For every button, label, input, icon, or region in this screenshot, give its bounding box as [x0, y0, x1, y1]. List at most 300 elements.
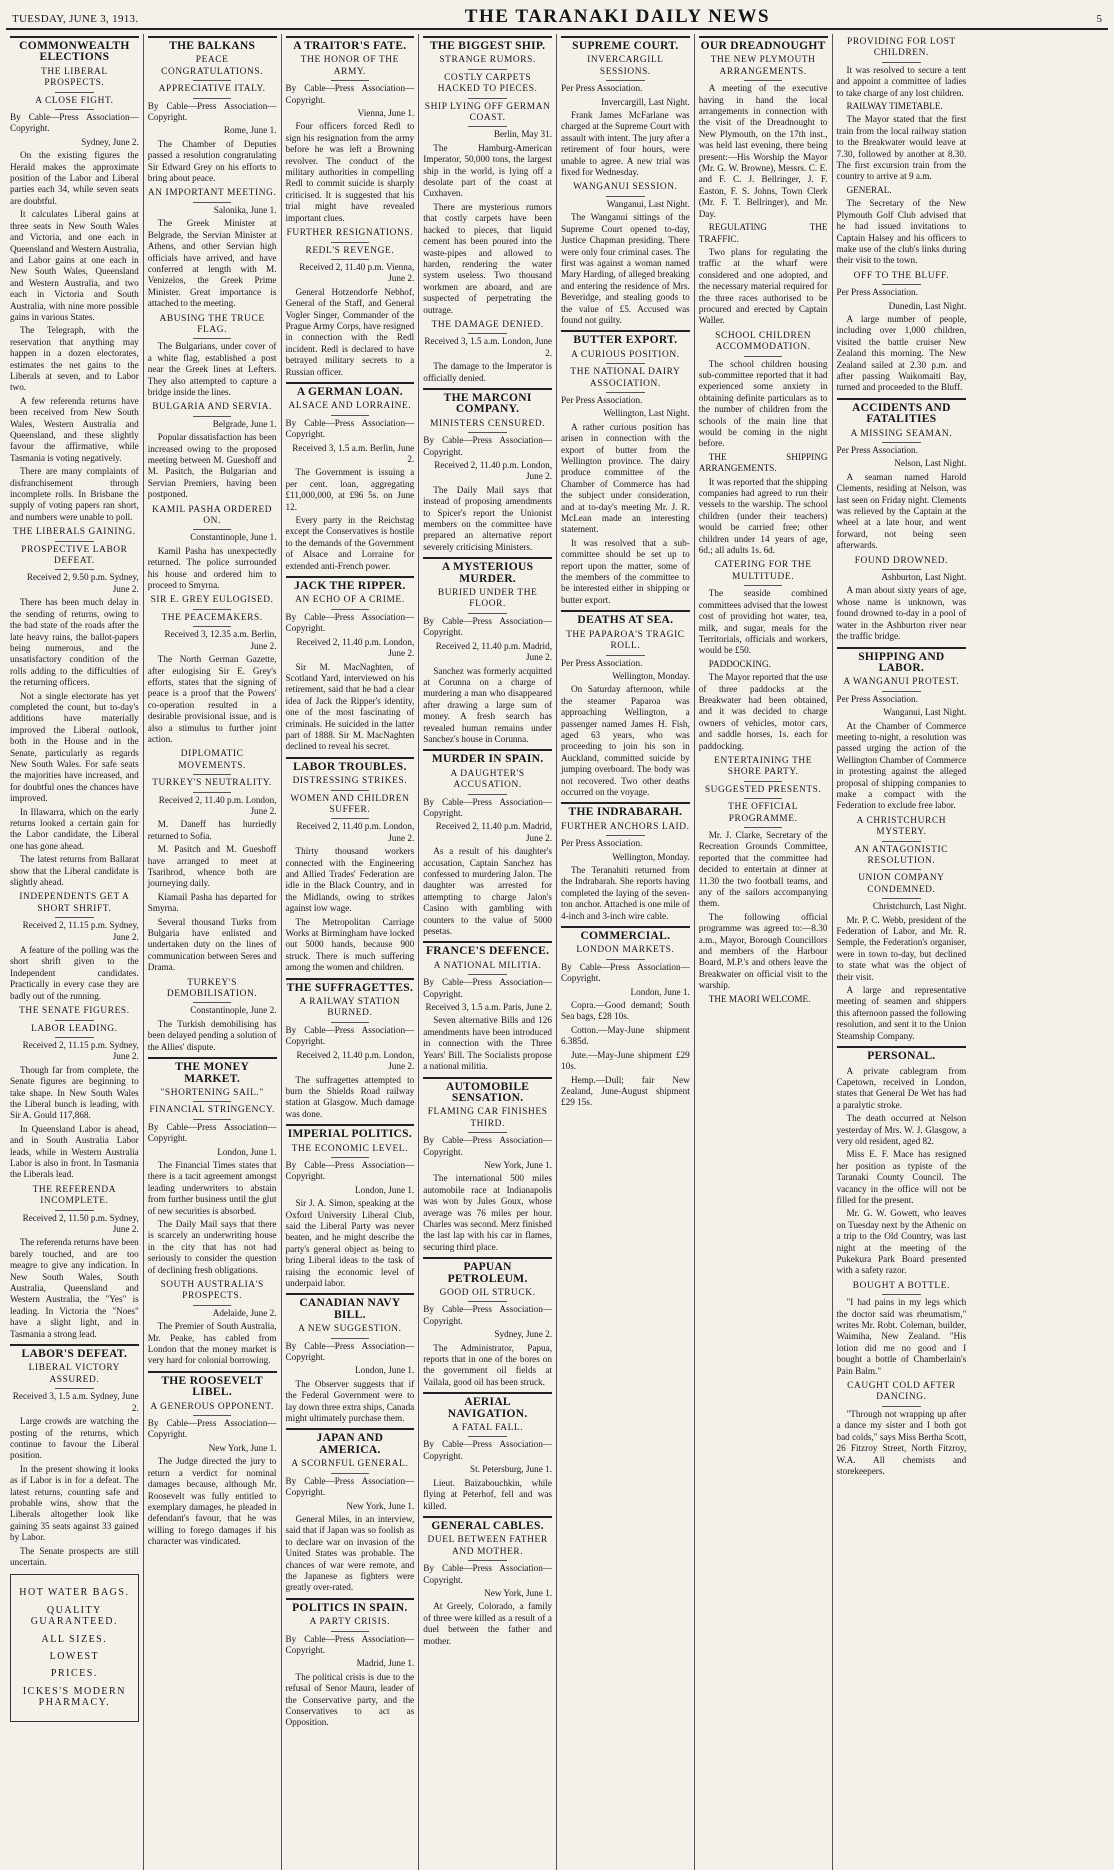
article-subhead: THE DAMAGE DENIED. [423, 320, 552, 334]
article-headline: JACK THE RIPPER. [286, 576, 415, 592]
article-paragraph: THE MAORI WELCOME. [708, 993, 811, 1004]
article-headline: COMMONWEALTH ELECTIONS [10, 36, 139, 64]
article-dateline: Nelson, Last Night. [894, 458, 967, 469]
masthead [6, 6, 1108, 30]
article-dateline: Adelaide, June 2. [212, 1307, 277, 1318]
article-subhead: SIR E. GREY EULOGISED. [148, 595, 277, 609]
article-subhead: GOOD OIL STRUCK. [423, 1288, 552, 1302]
article [148, 595, 277, 745]
article-subhead: SCHOOL CHILDREN ACCOMMODATION. [699, 331, 828, 357]
article [148, 749, 277, 973]
article-dateline: London, June 1. [355, 1184, 415, 1195]
article-dateline: Received 3, 1.5 a.m. London, June 2. [424, 336, 552, 358]
article-subhead: FLAMING CAR FINISHES THIRD. [423, 1107, 552, 1133]
article-subhead: THE PEACEMAKERS. [148, 613, 277, 627]
article-paragraph: Several thousand Turks from Bulgaria have enlisted and undertaken duty on the lines of communication between Seres and Drama. [147, 916, 277, 973]
article [148, 314, 277, 399]
article-subhead: THE SENATE FIGURES. [10, 1006, 139, 1020]
article-dateline: Received 2, 11.15 p.m. Sydney, June 2. [22, 1039, 139, 1062]
article-dateline: New York, June 1. [484, 1587, 552, 1598]
article [561, 36, 690, 178]
article-subhead: A NATIONAL MILITIA. [423, 961, 552, 975]
article-subhead: PROSPECTIVE LABOR DEFEAT. [10, 545, 139, 571]
article-paragraph: A large and representative meeting of seamen and shippers this afternoon passed the following resolution, and sent it to the Union Steamship Company. [836, 985, 967, 1041]
article [699, 331, 828, 557]
ad-line: HOT WATER BAGS. [19, 1587, 130, 1599]
article-subhead: BOUGHT A BOTTLE. [837, 1281, 967, 1295]
article [423, 557, 552, 745]
article-dateline: Christchurch, Last Night. [872, 901, 967, 912]
article [699, 756, 828, 1005]
article [10, 527, 139, 888]
ad-line: LOWEST [49, 1651, 100, 1662]
article-paragraph: Not a single electorate has yet completed the count, but to-day's additions have materially improved the Liberal outlook, both in the House and in the Senate, particularly as regards New South Wales. For safe seats the majorities have increased, and for doubtful ones the chances have improved. [10, 690, 139, 804]
column-2 [144, 34, 282, 1870]
article-headline: ACCIDENTS AND FATALITIES [837, 398, 967, 426]
article-byline: Per Press Association. [561, 838, 643, 849]
article [286, 1598, 415, 1729]
article-subhead: MINISTERS CENSURED. [423, 419, 552, 433]
article-dateline: Ashburton, Last Night. [881, 572, 967, 583]
article-dateline: Dunedin, Last Night. [888, 300, 967, 311]
article-paragraph: The Mayor stated that the first train from the local railway station to the Breakwater would leave at 7.30, followed by another at 8.30. The first excursion train from the country to arrive at 9 a.m. [836, 114, 967, 182]
article-paragraph: The following official programme was agreed to:—8.30 a.m., Mayor, Borough Councillors and members of the Harbour Board, M.P.'s and others leave the Breakwater on official visit to the warship. [698, 911, 828, 991]
article-paragraph: Lieut. Baizabouchkin, while flying at Peterhof, fell and was killed. [423, 1477, 552, 1511]
article-subhead: STRANGE RUMORS. [423, 55, 552, 69]
article-dateline: Wellington, Monday. [612, 670, 690, 681]
article-subhead: OFF TO THE BLUFF. [837, 271, 967, 285]
article-headline: DEATHS AT SEA. [561, 610, 690, 626]
article-paragraph: There are mysterious rumors that costly carpets have been hacked to pieces, that liquid cement has been poured into the waste-pipes and allowed to harden, rendering the water system useless. Two thousand workmen are aboard, and are suspected of perpetrating the outrage. [423, 201, 552, 315]
news-columns [6, 34, 1108, 1870]
article-byline: By Cable—Press Association—Copyright. [285, 1024, 415, 1047]
article-subhead: THE PAPAROA'S TRAGIC ROLL. [561, 630, 690, 656]
article-paragraph: The Bulgarians, under cover of a white flag, established a post near the Greek lines at Lefters. They also attempted to capture a bridge inside the lines. [147, 341, 277, 397]
article-paragraph: RAILWAY TIMETABLE. [846, 101, 943, 112]
article-byline: By Cable—Press Association—Copyright. [285, 1475, 415, 1498]
column-5 [557, 34, 695, 1870]
article-headline: COMMERCIAL. [561, 926, 690, 942]
article [10, 892, 139, 1002]
article [423, 1257, 552, 1388]
article-subhead: ALSACE AND LORRAINE. [286, 401, 415, 415]
article-headline: FRANCE'S DEFENCE. [423, 941, 552, 957]
article-subhead: TURKEY'S DEMOBILISATION. [148, 978, 277, 1004]
article [423, 1077, 552, 1254]
article-paragraph: It calculates Liberal gains at three seats in New South Wales and Victoria, and one each in Queensland and Western Australia, and Labor gains at one each in New South Wales, Queensland and Western Australia, and two each in Victoria and South Australia, with nine more possible gains in various States. [10, 209, 139, 322]
article-paragraph: The Metropolitan Carriage Works at Birmingham have locked out 5000 hands, because 900 struck. There is much suffering among the women and children. [285, 916, 415, 973]
article-byline: By Cable—Press Association—Copyright. [285, 1633, 415, 1655]
article-paragraph: The Mayor reported that the use of three paddocks at the Breakwater had been obtained, and it was decided to charge owners of vehicles, motor cars, and saddle horses, 1s. each for paddocking. [698, 672, 828, 751]
article [286, 576, 415, 753]
article-subhead: A RAILWAY STATION BURNED. [286, 997, 415, 1023]
article-byline: By Cable—Press Association—Copyright. [423, 1304, 552, 1326]
article-dateline: Received 2, 11.40 p.m. London, June 2. [158, 794, 277, 816]
article [699, 36, 828, 327]
article-headline: PERSONAL. [837, 1046, 967, 1062]
article-paragraph: The Administrator, Papua, reports that in one of the bores on the government oil fields at Vailala, good oil has been struck. [423, 1342, 552, 1387]
article-paragraph: The school children housing sub-committee reported that it had experienced some anxiety in obtaining definite particulars as to the number of children from the schools of the main line that would be coming in the night before. [698, 358, 828, 449]
article-dateline: Wanganui, Last Night. [883, 707, 967, 718]
article-headline: A TRAITOR'S FATE. [286, 36, 415, 52]
article-subhead: THE ECONOMIC LEVEL. [286, 1144, 415, 1158]
article-paragraph: Four officers forced Redl to sign his resignation from the army before he was left a Browning revolver. The conduct of the military authorities in compelling Redl to commit suicide is sharply criticised. It is suggested that his trial might have revealed important clues. [285, 121, 415, 223]
article-dateline: London, June 1. [355, 1365, 415, 1376]
article-paragraph: The Premier of South Australia, Mr. Peake, has cabled from London that the money market is very hard for colonial borrowing. [147, 1321, 277, 1366]
article-paragraph: Jute.—May-June shipment £29 10s. [561, 1049, 690, 1072]
article-paragraph: The referenda returns have been barely touched, and are too meagre to give any indication. In New South Wales, South Australia, Queensland and Western Australia, the "Yes" is leading. In Victoria the "Noes" have a slight light, and in Tasmania a strong lead. [10, 1237, 139, 1339]
article-subhead: DUEL BETWEEN FATHER AND MOTHER. [423, 1535, 552, 1561]
article-subhead: THE HONOR OF THE ARMY. [286, 55, 415, 81]
article-paragraph: The international 500 miles automobile race at Indianapolis was won by Jules Goux, whose average was 76 miles per hour. Charles was second. Merz finished the last lap with his car in flames, securing third place. [423, 1173, 552, 1252]
article [837, 1046, 967, 1277]
article-byline: By Cable—Press Association—Copyright. [423, 977, 552, 999]
article-headline: THE BIGGEST SHIP. [423, 36, 552, 52]
article-subhead: THE LIBERALS GAINING. [10, 527, 139, 541]
article-byline: Per Press Association. [561, 657, 643, 668]
article-byline: By Cable—Press Association—Copyright. [147, 1418, 277, 1440]
article-paragraph: M. Daneff has hurriedly returned to Sofia. [147, 819, 277, 841]
article-paragraph: There are many complaints of disfranchisement through incomplete rolls. In Brisbane the supply of voting papers ran short, and numbers were unable to poll. [10, 466, 139, 522]
article-paragraph: REGULATING THE TRAFFIC. [698, 222, 828, 244]
article-subhead: PEACE CONGRATULATIONS. [148, 55, 277, 81]
article-paragraph: It was resolved that a sub-committee should be set up to report upon the matter, some of the members of the committee to be interested either in shipping or butter export. [561, 537, 690, 605]
article-headline: AUTOMOBILE SENSATION. [423, 1077, 552, 1105]
article [148, 36, 277, 184]
article [837, 556, 967, 643]
article [837, 37, 967, 267]
article [837, 816, 967, 1042]
article-dateline: Received 2, 11.40 p.m. London, June 2. [296, 636, 415, 659]
article-dateline: New York, June 1. [484, 1159, 552, 1170]
article [286, 978, 415, 1120]
article-paragraph: Copra.—Good demand; South Sea bags, £28 10s. [561, 1000, 690, 1022]
article-subhead: THE REFERENDA INCOMPLETE. [10, 1185, 139, 1211]
article-byline: Per Press Association. [561, 83, 643, 94]
article [837, 271, 967, 394]
article-paragraph: Cotton.—May-June shipment 6.385d. [561, 1024, 690, 1047]
article [10, 36, 139, 523]
article-subhead: AN ANTAGONISTIC RESOLUTION. [837, 845, 967, 871]
article [148, 402, 277, 500]
article-paragraph: The political crisis is due to the refusal of Senor Maura, leader of the Conservative party, and the Conservatives to act as Opposition. [285, 1671, 415, 1728]
article-dateline: Received 2, 11.40 p.m. London, June 2. [296, 821, 415, 843]
article [837, 1281, 967, 1377]
article-paragraph: Every party in the Reichstag except the Conservatives is hostile to the demands of the Government of Alsace and Lorraine for extended anti-French power. [285, 515, 415, 571]
article-byline: By Cable—Press Association—Copyright. [10, 112, 139, 134]
article-paragraph: The Government is issuing a per cent. loan, aggregating £11,000,000, at £96 5s. on June 12. [285, 467, 415, 512]
ad-line: ALL SIZES. [41, 1633, 108, 1645]
article-headline: THE BALKANS [148, 36, 277, 52]
article-paragraph: In Queensland Labor is ahead, and in South Australia Labor leads, while in Western Australia Labor is also in front. In Tasmania the Liberals lead. [10, 1123, 139, 1180]
article-paragraph: There has been much delay in the sending of returns, owing to the bad state of the roads after the late heavy rains, the ballot-papers being numerous, and the unsatisfactory condition of the rolls adding to the difficulties of the returning officers. [10, 597, 139, 688]
article-paragraph: Hemp.—Dull; fair New Zealand, June-August shipment £29 15s. [561, 1074, 690, 1108]
article-subhead: DISTRESSING STRIKES. [286, 776, 415, 790]
article-headline: BUTTER EXPORT. [561, 330, 690, 346]
column-4 [419, 34, 557, 1870]
article-subhead: WOMEN AND CHILDREN SUFFER. [286, 794, 415, 820]
article-subhead: THE LIBERAL PROSPECTS. [10, 67, 139, 93]
article-byline: By Cable—Press Association—Copyright. [423, 435, 552, 457]
article [286, 1428, 415, 1593]
article-paragraph: The Chamber of Deputies passed a resolution congratulating Sir Edward Grey on his efforts to bring about peace. [147, 138, 277, 184]
article-byline: By Cable—Press Association—Copyright. [561, 961, 690, 984]
article-byline: By Cable—Press Association—Copyright. [285, 611, 415, 634]
article-subhead: AN ECHO OF A CRIME. [286, 595, 415, 609]
article-paragraph: The Senate prospects are still uncertain. [10, 1545, 139, 1567]
article-subhead: THE NATIONAL DAIRY ASSOCIATION. [561, 367, 690, 393]
article-paragraph: The Secretary of the New Plymouth Golf Club advised that he had issued invitations to Captain Halsey and his officers to make use of the club's links during their visit to the town. [836, 198, 967, 266]
article-subhead: AN IMPORTANT MEETING. [148, 188, 277, 202]
article-subhead: A CURIOUS POSITION. [561, 350, 690, 364]
article-paragraph: The seaside combined committees advised that the lowest cost of providing hot water, tea, milk, and sugar, meals for the Territorials, officials and workers, would be £50. [698, 588, 828, 656]
article-byline: By Cable—Press Association—Copyright. [423, 1135, 552, 1157]
article-dateline: Berlin, May 31. [493, 129, 552, 140]
article [561, 610, 690, 798]
article-subhead: FURTHER ANCHORS LAID. [561, 822, 690, 836]
article-headline: A GERMAN LOAN. [286, 382, 415, 398]
article-dateline: Received 2, 11.40 p.m. Madrid, June 2. [435, 821, 552, 843]
article-subhead: A SCORNFUL GENERAL. [286, 1459, 415, 1473]
article-paragraph: It was resolved to secure a tent and appoint a committee of ladies to take charge of any lost children. [836, 64, 967, 98]
article-byline: By Cable—Press Association—Copyright. [285, 1159, 415, 1182]
article-paragraph: The Turkish demobilising has been delayed pending a solution of the Allies' dispute. [147, 1018, 277, 1052]
article-paragraph: The Daily Mail says that there is scarcely an underwriting house in the city that has not had seriously to consider the question of declining fresh obligations. [147, 1218, 277, 1275]
article-paragraph: The Wanganui sittings of the Supreme Court opened to-day, Justice Chapman presiding. There were only four criminal cases. The first was against a woman named Mary Harding, of alleged breaking and entering the residence of Mrs. Beveridge, and stealing goods to the value of £5. Accused was found not guilty. [561, 212, 690, 325]
article-paragraph: The Greek Minister at Belgrade, the Servian Minister at Athens, and other Servian high officials have arrived, and have conferred at length with M. Venizelos, the Greek Prime Minister. Great importance is attached to the meeting. [147, 218, 277, 309]
article-headline: SUPREME COURT. [561, 36, 690, 52]
article-headline: GENERAL CABLES. [423, 1516, 552, 1532]
article-paragraph: The Observer suggests that if the Federal Government were to lay down three extra ships, Canada might ultimately purchase them. [285, 1378, 415, 1424]
article-paragraph: The damage to the Imperator is officially denied. [423, 361, 552, 383]
article [10, 1006, 139, 1181]
article-subhead: UNION COMPANY CONDEMNED. [837, 873, 967, 899]
article-subhead: THE OFFICIAL PROGRAMME. [699, 802, 828, 828]
article-headline: THE MONEY MARKET. [148, 1057, 277, 1085]
article-subhead: A CLOSE FIGHT. [10, 96, 139, 110]
article-paragraph: A man about sixty years of age, whose name is unknown, was found drowned to-day in a pool of water in the Ashburton river near the traffic bridge. [836, 585, 967, 642]
article-dateline: Received 2, 11.50 p.m. Sydney, June 2. [22, 1212, 139, 1234]
article-subhead: CATERING FOR THE MULTITUDE. [699, 560, 828, 586]
column-1 [6, 34, 144, 1870]
article-paragraph: At Greely, Colorado, a family of three were killed as a result of a duel between the father and mother. [423, 1601, 552, 1646]
article-paragraph: The Hamburg-American Imperator, 50,000 tons, the largest ship in the world, is lying off a desolate part of the coast at Cuxhaven. [423, 142, 552, 199]
article-paragraph: The death occurred at Nelson yesterday of Mrs. W. J. Glasgow, a very old resident, aged 82. [836, 1113, 967, 1146]
article-subhead: COSTLY CARPETS HACKED TO PIECES. [423, 73, 552, 99]
article-headline: THE ROOSEVELT LIBEL. [148, 1371, 277, 1399]
article-headline: PAPUAN PETROLEUM. [423, 1257, 552, 1285]
article-byline: By Cable—Press Association—Copyright. [423, 1563, 552, 1585]
advertisement [10, 1574, 139, 1721]
article [148, 188, 277, 309]
article-headline: LABOR TROUBLES. [286, 757, 415, 773]
article [423, 320, 552, 384]
article [148, 1371, 277, 1548]
article-byline: Per Press Association. [836, 445, 918, 455]
article-paragraph: General Miles, in an interview, said that if Japan was so foolish as to declare war on invasion of the United States was probable. The chances of war were remote, and the Japanese as fighters were greatly over-rated. [285, 1513, 415, 1593]
article-paragraph: The Financial Times states that there is a tacit agreement amongst leading underwriters to abstain from further business until the glut of new securities is absorbed. [147, 1159, 277, 1216]
article-dateline: Wellington, Monday. [612, 851, 690, 862]
article-byline: By Cable—Press Association—Copyright. [423, 796, 552, 818]
article-dateline: Constantinople, June 2. [190, 1005, 277, 1016]
article-dateline: Vienna, June 1. [357, 108, 415, 119]
article-dateline: Rome, June 1. [223, 125, 277, 136]
article-subhead: LABOR LEADING. [10, 1024, 139, 1038]
article-paragraph: In Illawarra, which on the early returns looked a certain gain for the Labor candidate, the Liberal one has gone ahead. [10, 806, 139, 851]
article [286, 36, 415, 224]
article-paragraph: The Teranahiti returned from the Indrabarah. She reports having completed the laying of the seven-ton anchor. Attached is one mile of 4-inch and 3-inch wire cable. [561, 865, 690, 921]
article-subhead: A PARTY CRISIS. [286, 1617, 415, 1631]
article-dateline: Received 3, 1.5 a.m. Sydney, June 2. [12, 1391, 139, 1413]
article-paragraph: A feature of the polling was the short shrift given to the Independent candidates. Practically in every case they are badly out of the running. [10, 945, 139, 1001]
article [837, 1381, 967, 1477]
article [286, 757, 415, 974]
article [148, 1280, 277, 1367]
article-subhead: A NEW SUGGESTION. [286, 1324, 415, 1338]
article-paragraph: It was reported that the shipping companies had agreed to run their vessels to the warship. The school children (under their teachers) would be carried free; other children under 14 years of age, 6d.; all adults 1s. 6d. [698, 476, 828, 556]
article-byline: By Cable—Press Association—Copyright. [423, 615, 552, 638]
article-paragraph: On Saturday afternoon, while the steamer Paparoa was approaching Wellington, a passenger named James H. Fish, aged 63 years, who was proceeding to join his son in Auckland, committed suicide by jumping overboard. The body was not recovered. Two other deaths occurred on the voyage. [561, 684, 690, 797]
article [561, 802, 690, 922]
article-headline: THE SUFFRAGETTES. [286, 978, 415, 994]
article-paragraph: Mr. G. W. Gowett, who leaves on Tuesday next by the Athenic on a trip to the Old Country, was last night at the meeting of the Pukekura Park Board presented with a safety razor. [836, 1208, 967, 1276]
article [561, 926, 690, 1109]
issue-date: TUESDAY, JUNE 3, 1913. [12, 13, 139, 25]
article-paragraph: As a result of his daughter's accusation, Captain Sanchez has confessed to murdering Jalon. The daughter was arrested for attempting to charge Jalon's Casino with gambling with counters to the value of 5000 pesetas. [423, 846, 552, 937]
article-headline: IMPERIAL POLITICS. [286, 1124, 415, 1140]
article [423, 388, 552, 553]
article-byline: By Cable—Press Association—Copyright. [423, 1439, 552, 1461]
column-7 [833, 34, 971, 1870]
article-dateline: Sydney, June 2. [494, 1329, 552, 1340]
article-subhead: ENTERTAINING THE SHORE PARTY. [699, 756, 828, 782]
article-dateline: Invercargill, Last Night. [601, 96, 690, 107]
article-subhead: A CHRISTCHURCH MYSTERY. [837, 816, 967, 842]
article-subhead: FURTHER RESIGNATIONS. [286, 228, 415, 242]
article-paragraph: A private cablegram from Capetown, received in London, states that General De Wet has had a paralytic stroke. [836, 1065, 967, 1110]
article-paragraph: Kiamail Pasha has departed for Smyrna. [147, 891, 277, 914]
article-paragraph: Mr. P. C. Webb, president of the Federation of Labor, and Mr. R. Semple, the Federation's organiser, were in town to-day, but declined to state what was the object of their visit. [836, 914, 967, 982]
article-subhead: A GENEROUS OPPONENT. [148, 1402, 277, 1416]
column-6 [695, 34, 833, 1870]
article-headline: POLITICS IN SPAIN. [286, 1598, 415, 1614]
article-subhead: BURIED UNDER THE FLOOR. [423, 588, 552, 614]
article [286, 382, 415, 572]
article-subhead: BULGARIA AND SERVIA. [148, 402, 277, 416]
article [286, 228, 415, 378]
article-subhead: SOUTH AUSTRALIA'S PROSPECTS. [148, 1280, 277, 1306]
article-paragraph: Popular dissatisfaction has been increased owing to the proposed meeting between M. Gueshoff and M. Pasitch, the Bulgarian and Servian Premiers, having been postponed. [147, 432, 277, 500]
article-paragraph: At the Chamber of Commerce meeting to-night, a resolution was passed urging the action of the Wellington Chamber of Commerce in protesting against the alleged proposal of shipping companies to make a compact with the Federation to exclude free labor. [836, 720, 967, 811]
article-subhead: A WANGANUI PROTEST. [837, 677, 967, 691]
article-dateline: St. Petersburg, June 1. [469, 1464, 552, 1475]
article-subhead: SHIP LYING OFF GERMAN COAST. [423, 102, 552, 128]
article [423, 1516, 552, 1647]
article-paragraph: Miss E. F. Mace has resigned her position as typiste of the Taranaki County Council. The vacancy in the office will not be filled for the present. [836, 1149, 967, 1205]
article-subhead: INDEPENDENTS GET A SHORT SHRIFT. [10, 892, 139, 918]
article-subhead: TURKEY'S NEUTRALITY. [148, 778, 277, 792]
article [423, 749, 552, 937]
article-paragraph: In the present showing it looks as if Labor is in for a defeat. The latest returns, counting safe and probable wins, show that the Liberals altogether look like gaining 35 seats against 33 gained by Labor. [10, 1463, 139, 1543]
article-paragraph: A rather curious position has arisen in connection with the export of butter from the Wellington province. The dairy produce committee of the Chamber of Commerce has had the subject under consideration, and at to-day's meeting Mr. J. R. McLean made an interesting statement. [561, 421, 690, 535]
article-paragraph: Sanchez was formerly acquitted at Corunna on a charge of murdering a man who disappeared after drawing a large sum of money. A fresh search has revealed human remains under Sanchez's house in Corunna. [423, 665, 552, 744]
article-paragraph: Large crowds are watching the posting of the returns, which continue to favour the Liberal position. [10, 1416, 139, 1461]
article-dateline: London, June 1. [630, 986, 690, 997]
article-paragraph: A few referenda returns have been received from New South Wales, Western Australia and Queensland, and these slightly favour the affirmative, while Tasmania is voting negatively. [10, 395, 139, 463]
article-dateline: Received 3, 1.5 a.m. Paris, June 2. [425, 1002, 552, 1013]
article-headline: LABOR'S DEFEAT. [10, 1344, 139, 1360]
article-paragraph: A large number of people, including over 1,000 children, visited the battle cruiser New Zealand this morning. The New Zealand sailed at 2.30 p.m. and after passing Waikomaiti Bay, turned and proceeded to the Bluff. [836, 313, 967, 393]
article-subhead: APPRECIATIVE ITALY. [148, 84, 277, 98]
article-paragraph: A meeting of the executive having in hand the local arrangements in connection with the visit of the Dreadnought to New Plymouth, on the 17th inst., was held last evening, there being present:—His Worship the Mayor (Mr. G. W. Browne), Messrs. C. E. and F. C. J. Bellringer, J. F. Easton, F. S. Johns, Town Clerk (Mr. F. T. Bellringer), and Mr. Day. [698, 83, 828, 219]
article-paragraph: The latest returns from Ballarat show that the Liberal candidate is slightly ahead. [10, 854, 139, 888]
ad-line: QUALITY GUARANTEED. [30, 1604, 119, 1628]
article-paragraph: The Judge directed the jury to return a verdict for nominal damages because, although Mr. Roosevelt was fully entitled to exemplary damages, he pleaded in defendant's favour, that he was willing to forego damages if his character was vindicated. [147, 1456, 277, 1547]
article-byline: Per Press Association. [561, 394, 643, 405]
article [837, 647, 967, 812]
article-paragraph: "I had pains in my legs which the doctor said was rheumatism," writes Mr. Robt. Coleman, builder, Waimiha, New Zealand. "His lotion did me no good and I bought a bottle of Chamberlain's Pain Balm." [836, 1297, 967, 1376]
article [423, 1392, 552, 1512]
article-headline: CANADIAN NAVY BILL. [286, 1293, 415, 1321]
article-paragraph: The North German Gazette, after eulogising Sir E. Grey's efforts, states that the signing of peace is a proof that the Powers' co-operation resulted in a desirable provisional issue, and is also a stimulus to further joint action. [147, 654, 277, 744]
article-paragraph: The Daily Mail says that instead of proposing amendments to Spicer's report the Unionist members on the committee have prepared an alternative report severely criticising Ministers. [423, 484, 552, 552]
article-byline: Per Press Association. [836, 287, 918, 298]
article [286, 1293, 415, 1424]
article-dateline: Received 2, 11.40 p.m. London, June 2. [296, 1049, 415, 1072]
article-paragraph: Mr. J. Clarke, Secretary of the Recreation Grounds Committee, reported that the committee had decided to entertain at dinner at 11.30 the two football teams, and any of the sailors accompanying them. [698, 830, 828, 909]
article-subhead: ABUSING THE TRUCE FLAG. [148, 314, 277, 340]
article-subhead: A DAUGHTER'S ACCUSATION. [423, 769, 552, 795]
article [561, 182, 690, 326]
article-dateline: Madrid, June 1. [356, 1658, 415, 1669]
article-headline: A MYSTERIOUS MURDER. [423, 557, 552, 585]
article-paragraph: M. Pasitch and M. Gueshoff have arranged to meet at Tsaribrod, whence both are journeying daily. [147, 844, 277, 889]
article-paragraph: Thirty thousand workers connected with the Engineering and Allied Trades' Federation are idle in the Black Country, and in the Midlands, owing to strikes against low wage. [285, 846, 415, 914]
article-dateline: Sydney, June 2. [81, 136, 139, 147]
article-dateline: Received 2, 11.15 p.m. Sydney, June 2. [22, 920, 139, 942]
article-paragraph: A seaman named Harold Clements, residing at Nelson, was last seen on Friday night. Clements was relieved by the Captain at the wheel at a late hour, and went forward, not being seen afterwards. [836, 471, 967, 551]
article-dateline: London, June 1. [217, 1146, 277, 1157]
article [423, 36, 552, 316]
article-headline: AERIAL NAVIGATION. [423, 1392, 552, 1420]
article-dateline: Received 3, 1.5 a.m. Berlin, June 2. [292, 442, 415, 464]
article [148, 978, 277, 1053]
article [10, 1185, 139, 1340]
article-byline: By Cable—Press Association—Copyright. [147, 100, 277, 123]
article-paragraph: THE SHIPPING ARRANGEMENTS. [698, 451, 828, 474]
article [561, 330, 690, 606]
article-subhead: "SHORTENING SAIL." [148, 1088, 277, 1102]
article-headline: THE INDRABARAH. [561, 802, 690, 818]
article-paragraph: Frank James McFarlane was charged at the Supreme Court with assault with intent. The jury after a retirement of four hours, were unable to agree. A new trial was fixed for Wednesday. [561, 110, 690, 178]
article-paragraph: Two plans for regulating the traffic at the wharf were considered and one adopted, and the necessary material required for the three races authorised to be procured and erected by Captain Waller. [698, 246, 828, 326]
article-subhead: LONDON MARKETS. [561, 945, 690, 959]
article-headline: MURDER IN SPAIN. [423, 749, 552, 765]
article-paragraph: PADDOCKING. [708, 658, 771, 669]
article-subhead: FOUND DROWNED. [837, 556, 967, 570]
article-paragraph: "Through not wrapping up after a dance my sister and I both got bad colds," says Miss Bertha Scott, 26 Fitzroy Street, North Fitzroy, W.A. All chemists and storekeepers. [836, 1408, 967, 1476]
article-paragraph: On the existing figures the Herald makes the approximate position of the Labor and Liberal parties each 34, while seven seats are doubtful. [10, 150, 139, 206]
article-subhead: A FATAL FALL. [423, 1423, 552, 1437]
article-paragraph: Though far from complete, the Senate figures are beginning to take shape. In New South Wales the Liberal bunch is leading, with Sir A. Gould 117,868. [10, 1064, 139, 1121]
article-subhead: A MISSING SEAMAN. [837, 429, 967, 443]
article [699, 560, 828, 752]
ad-line: PRICES. [50, 1668, 98, 1680]
article-dateline: Received 2, 11.40 p.m. London, June 2. [434, 460, 552, 482]
article-subhead: REDL'S REVENGE. [286, 246, 415, 260]
article-dateline: Belgrade, June 1. [212, 418, 277, 429]
ad-footer: ICKES'S MODERN PHARMACY. [22, 1685, 126, 1709]
